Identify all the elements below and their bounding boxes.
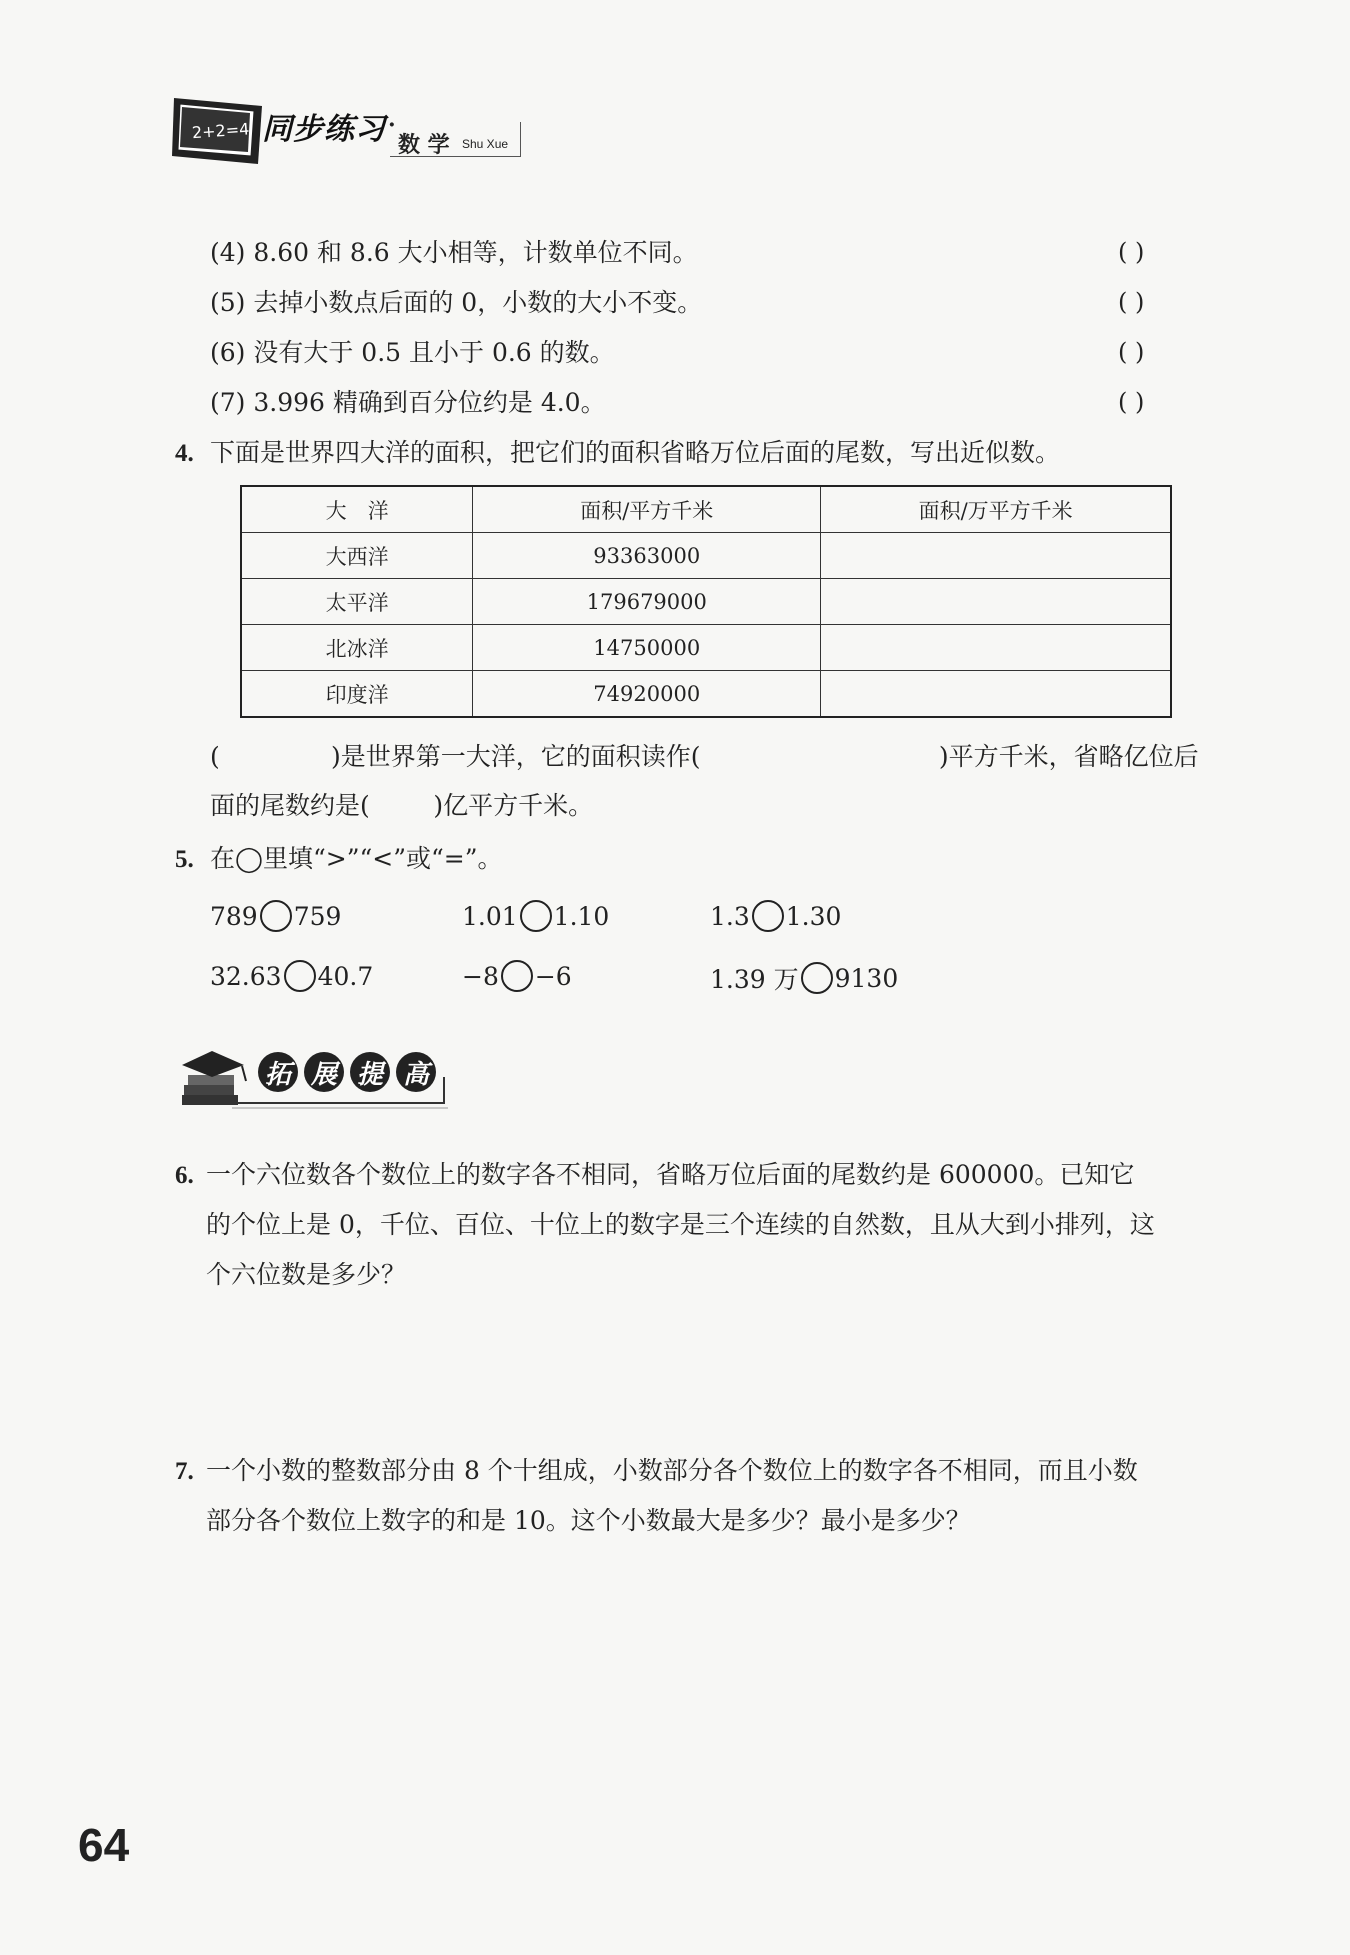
ocean-area-answer[interactable] (821, 579, 1171, 625)
table-row (241, 533, 1171, 579)
q7-line-1: 一个小数的整数部分由 8 个十组成，小数部分各个数位上的数字各不相同，而且小数 (206, 1456, 1138, 1485)
q4-number: 4. (175, 440, 194, 467)
q4-fill-line-1[interactable]: ( )是世界第一大洋，它的面积读作( )平方千米，省略亿位后 (210, 742, 1199, 771)
ocean-name: 大西洋 (241, 533, 473, 579)
tf-answer-5[interactable]: ( ) (1118, 288, 1145, 316)
extension-char: 拓 (258, 1052, 298, 1092)
comparison-circle[interactable] (501, 960, 533, 992)
extension-title (258, 1052, 436, 1092)
table-header: 面积/万平方千米 (821, 486, 1171, 533)
q5-number: 5. (175, 846, 194, 873)
comparison-left: 1.3 (710, 901, 750, 931)
page-number: 64 (78, 1819, 130, 1871)
table-row (241, 671, 1171, 718)
q4-fill-line-2[interactable]: 面的尾数约是( )亿平方千米。 (210, 791, 594, 820)
q6-line-1: 一个六位数各个数位上的数字各不相同，省略万位后面的尾数约是 600000。已知它 (206, 1160, 1135, 1189)
ocean-area-answer[interactable] (821, 533, 1171, 579)
header-dot: · (388, 112, 396, 138)
comparison-item (210, 900, 341, 932)
comparison-left: 1.01 (462, 901, 518, 931)
extension-char: 展 (304, 1052, 344, 1092)
ocean-area-answer[interactable] (821, 671, 1171, 718)
q4-text: 下面是世界四大洋的面积，把它们的面积省略万位后面的尾数，写出近似数。 (210, 438, 1061, 467)
extension-char: 提 (350, 1052, 390, 1092)
ocean-area: 74920000 (473, 671, 821, 718)
q6-line-2: 的个位上是 0，千位、百位、十位上的数字是三个连续的自然数，且从大到小排列，这 (206, 1210, 1155, 1239)
ocean-name: 太平洋 (241, 579, 473, 625)
comparison-circle[interactable] (520, 900, 552, 932)
comparison-right: −6 (534, 961, 572, 991)
ocean-area: 179679000 (473, 579, 821, 625)
ocean-area-table (240, 485, 1172, 718)
comparison-right: 40.7 (317, 961, 374, 991)
tf-item-6: (6) 没有大于 0.5 且小于 0.6 的数。 (210, 338, 615, 367)
comparison-item (710, 900, 841, 932)
ocean-name: 印度洋 (241, 671, 473, 718)
ocean-area: 93363000 (473, 533, 821, 579)
comparison-item (210, 960, 373, 992)
extension-char: 高 (396, 1052, 436, 1092)
comparison-right: 759 (293, 901, 342, 931)
tf-answer-6[interactable]: ( ) (1118, 338, 1145, 366)
tf-item-7: (7) 3.996 精确到百分位约是 4.0。 (210, 388, 606, 417)
comparison-circle[interactable] (801, 962, 833, 994)
table-header: 大 洋 (241, 486, 473, 533)
q6-line-3: 个六位数是多少？ (206, 1260, 407, 1289)
tf-item-4: (4) 8.60 和 8.6 大小相等，计数单位不同。 (210, 238, 698, 267)
table-header-row (241, 486, 1171, 533)
table-row (241, 625, 1171, 671)
tf-item-5: (5) 去掉小数点后面的 0，小数的大小不变。 (210, 288, 703, 317)
header-pinyin: Shu Xue (462, 137, 509, 151)
table-header: 面积/平方千米 (473, 486, 821, 533)
comparison-right: 1.10 (553, 901, 610, 931)
ocean-area-answer[interactable] (821, 625, 1171, 671)
comparison-circle[interactable] (260, 900, 292, 932)
ocean-area: 14750000 (473, 625, 821, 671)
header-subject: 数 学 (398, 133, 450, 158)
header-title: 同步练习 (262, 112, 386, 147)
tf-answer-4[interactable]: ( ) (1118, 238, 1145, 266)
comparison-item (710, 960, 898, 996)
q7-number: 7. (175, 1458, 194, 1485)
table-row (241, 579, 1171, 625)
comparison-item (462, 960, 572, 992)
comparison-right: 1.30 (785, 901, 842, 931)
comparison-left: 1.39 万 (710, 965, 799, 994)
ocean-name: 北冰洋 (241, 625, 473, 671)
comparison-left: 32.63 (210, 961, 282, 991)
tf-answer-7[interactable]: ( ) (1118, 388, 1145, 416)
comparison-item (462, 900, 609, 932)
q6-number: 6. (175, 1162, 194, 1189)
chalkboard-badge-icon (170, 92, 270, 170)
q5-text: 在◯里填“>”“<”或“=”。 (210, 844, 503, 873)
badge-text: 2+2=4 (191, 119, 250, 143)
comparison-circle[interactable] (752, 900, 784, 932)
comparison-circle[interactable] (284, 960, 316, 992)
comparison-left: −8 (462, 961, 499, 991)
comparison-right: 9130 (834, 963, 899, 993)
q7-line-2: 部分各个数位上数字的和是 10。这个小数最大是多少？最小是多少？ (206, 1506, 971, 1535)
comparison-left: 789 (210, 901, 258, 931)
